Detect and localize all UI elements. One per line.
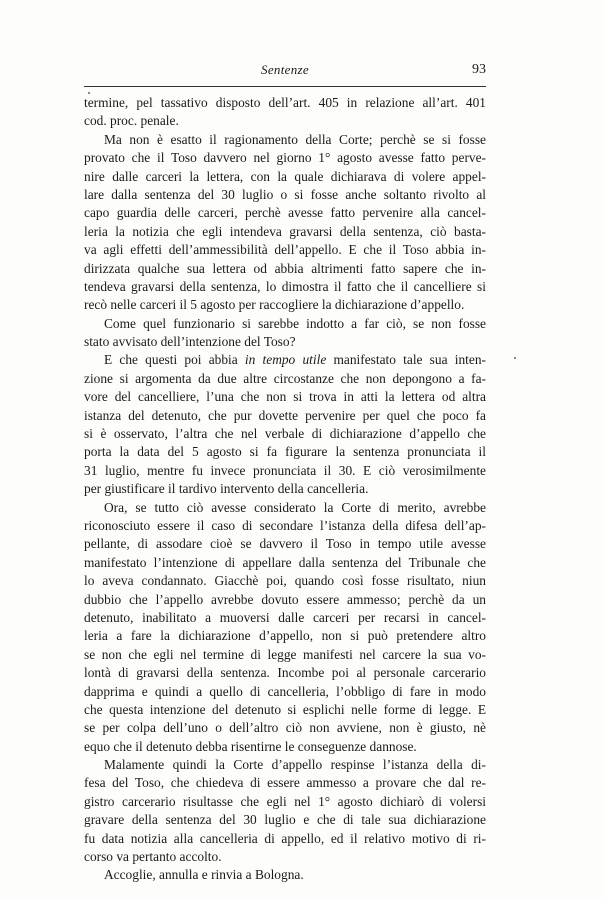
emphasis: in tempo utile: [244, 352, 327, 368]
text-line: Ma non è esatto il ragionamento della Corte; perchè se si fosse: [104, 131, 486, 147]
text-line: che questa intenzione del detenuto si esplichi nelle forme di legge. E: [84, 701, 486, 717]
text-line: 31 luglio, mentre fu invece pronunciata il 30. E ciò verosimilmente: [84, 462, 486, 478]
text-line: dapprima e quindi a quello di cancelleria, l’obbligo di fare in modo: [84, 683, 486, 699]
text-line: nire dalle carceri la lettera, con la quale dichiarava di volere appel-: [84, 168, 486, 184]
text-line: Accoglie, annulla e rinvia a Bologna.: [104, 867, 304, 883]
text-line: equo che il detenuto debba risentirne le conseguenze dannose.: [84, 738, 417, 754]
body-text: [84, 94, 486, 885]
page-number: 93: [472, 62, 486, 77]
text-line: lontà di gravarsi della sentenza. Incombe poi al personale carcerario: [84, 665, 486, 681]
text-line: fesa del Toso, che chiedeva di essere ammesso a provare che dal re-: [84, 775, 486, 791]
text-line: detenuto, inabilitato a muoversi dalle carceri per recarsi in cancel-: [84, 609, 486, 625]
text-line: si è osservato, l’altra che nel verbale di dichiarazione d’appello che: [84, 426, 486, 442]
text-line: gistro carcerario risultasse che egli nel 1° agosto dichiarò di volersi: [84, 793, 486, 809]
text-line: pellante, di assodare cioè se davvero il Toso in tempo utile avesse: [84, 536, 486, 552]
text-line: fu data notizia alla cancelleria di appello, ed il relativo motivo di ri-: [84, 830, 486, 846]
text-line: recò nelle carceri il 5 agosto per raccogliere la dichiarazione d’appello.: [84, 297, 465, 313]
text-line: Come quel funzionario si sarebbe indotto a far ciò, se non fosse: [104, 315, 486, 331]
text-line: istanza del detenuto, che pur dovette pervenire per quel che poco fa: [84, 407, 486, 423]
text-line: lo aveva condannato. Giacchè poi, quando così fosse risultato, niun: [84, 573, 486, 589]
text-line: porta la data del 5 agosto si fa figurare la sentenza pronunciata il: [84, 444, 486, 460]
text-line: leria a fare la dichiarazione d’appello, non si può pretendere altro: [84, 628, 486, 644]
text-line: se non che egli nel termine di legge manifesti nel carcere la sua vo-: [84, 646, 486, 662]
text-line: va agli effetti dell’ammessibilità dell’appello. E che il Toso abbia in-: [84, 242, 486, 258]
text-line: lare dalla sentenza del 30 luglio o si fosse anche soltanto rivolto al: [84, 186, 486, 202]
text-line: E che questi poi abbia in tempo utile manifestato tale sua inten-: [104, 352, 486, 368]
text-line: manifestato l’intenzione di appellare dalla sentenza del Tribunale che: [84, 554, 486, 570]
text-line: tendeva gravarsi della sentenza, lo dimostra il fatto che il cancelliere si: [84, 278, 486, 294]
print-speck: [514, 357, 516, 359]
text-line: provato che il Toso davvero nel giorno 1° agosto avesse fatto perve-: [84, 150, 486, 166]
text-line: riconosciuto essere il caso di secondare l’istanza della difesa dell’ap-: [84, 517, 486, 533]
text-line: gravare della sentenza del 30 luglio e che di tale sua dichiarazione: [84, 812, 486, 828]
text-line: Ora, se tutto ciò avesse considerato la Corte di merito, avrebbe: [104, 499, 486, 515]
text-line: dubbio che l’appello avrebbe dovuto essere ammesso; perchè da un: [84, 591, 486, 607]
text-line: stato avvisato dell’intenzione del Toso?: [84, 334, 296, 350]
text-line: vore del cancelliere, l’una che non si trova in atti la lettera od altra: [84, 389, 486, 405]
text-line: Malamente quindi la Corte d’appello respinse l’istanza della di-: [104, 757, 486, 773]
text-line: leria la notizia che egli intendeva gravarsi della sentenza, ciò basta-: [84, 223, 486, 239]
text-line: zione si argomenta da due altre circostanze che non depongono a fa-: [84, 370, 486, 386]
text-line: se per colpa dell’uno o dell’altro ciò non avviene, non è giusto, nè: [84, 720, 486, 736]
header-rule: [84, 86, 486, 87]
text-line: corso va pertanto accolto.: [84, 849, 222, 865]
text-line: cod. proc. penale.: [84, 113, 179, 129]
text-line: termine, pel tassativo disposto dell’art. 405 in relazione all’art. 401: [84, 95, 486, 110]
text-line: capo guardia delle carceri, perchè avesse fatto pervenire alla cancel-: [84, 205, 486, 221]
text-line: per giustificare il tardivo intervento della cancelleria.: [84, 481, 369, 497]
running-title: Sentenze: [261, 62, 309, 77]
text-line: dirizzata qualche sua lettera od abbia altrimenti fatto sapere che in-: [84, 260, 486, 276]
running-head: [84, 62, 486, 82]
print-speck: [88, 92, 90, 94]
